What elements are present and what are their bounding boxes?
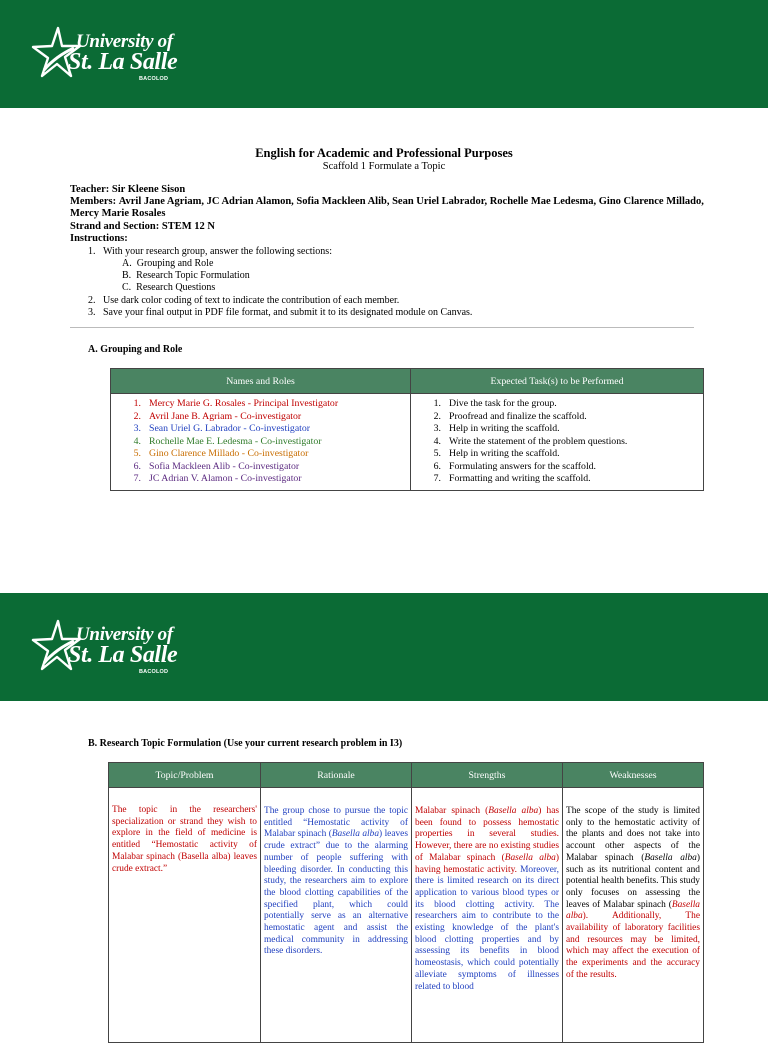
university-logo xyxy=(30,24,190,86)
teacher-name: Sir Kleene Sison xyxy=(111,184,186,195)
teacher-label: Teacher: xyxy=(70,184,110,195)
logo-line-3: BACOLOD xyxy=(139,76,169,82)
instruction-item: 2. Use dark color coding of text to indicate the contribution of each member. xyxy=(88,295,400,306)
strengths-header: Strengths xyxy=(412,763,563,788)
weaknesses-cell xyxy=(563,788,704,1043)
rationale-header: Rationale xyxy=(261,763,412,788)
members-label: Members: xyxy=(70,196,117,207)
member-item: 7. JC Adrian V. Alamon - Co-investigator xyxy=(133,473,302,484)
header-banner xyxy=(0,593,768,701)
topic-text: The topic in the researchers' specialization or strand they wish to explore in the field of medicine is entitled “Hemostatic activity of Malabar spinach (Basella alba) leaves crude extract.” xyxy=(112,805,257,874)
section-b-heading: B. Research Topic Formulation (Use your current research problem in I3) xyxy=(88,738,403,749)
topic-cell xyxy=(109,788,261,1043)
member-item: 5. Gino Clarence Millado - Co-investigator xyxy=(133,448,309,459)
weaknesses-text: The scope of the study is limited only to the hemostatic activity of the plants and does not take into account other aspects of the Malabar spinach (Basella alba) such as its nutritional content and potential health benefits. This study only focuses on assessing the leaves of Malabar spinach (Basella alba). Additionally, The availability of laboratory facilities and resources may be limited, which may affect the execution of the experiments and the accuracy of the results. xyxy=(566,806,700,980)
instructions-label: Instructions: xyxy=(70,233,128,244)
task-item: 6. Formulating answers for the scaffold. xyxy=(433,460,597,472)
task-item: 1. Dive the task for the group. xyxy=(433,398,557,409)
grouping-role-table xyxy=(110,368,704,491)
university-logo xyxy=(30,617,190,679)
weaknesses-header: Weaknesses xyxy=(563,763,704,788)
section-a-heading: A. Grouping and Role xyxy=(88,344,183,355)
names-roles-cell xyxy=(111,394,411,491)
task-item: 3. Help in writing the scaffold. xyxy=(433,423,560,434)
strand-line xyxy=(70,221,710,233)
task-item: 4. Write the statement of the problem questions. xyxy=(433,435,628,447)
subsection-item: A. Grouping and Role xyxy=(122,258,214,269)
document-title: English for Academic and Professional Purposes xyxy=(255,146,513,160)
member-item: 1. Mercy Marie G. Rosales - Principal Investigator xyxy=(133,398,339,409)
task-item: 2. Proofread and finalize the scaffold. xyxy=(433,410,587,422)
subsection-item: C. Research Questions xyxy=(122,282,216,293)
topic-header: Topic/Problem xyxy=(109,763,261,788)
subsection-item: B. Research Topic Formulation xyxy=(122,270,250,281)
members-line xyxy=(70,196,710,221)
member-item: 4. Rochelle Mae E. Ledesma - Co-investigator xyxy=(133,435,322,447)
expected-tasks-cell xyxy=(411,394,704,491)
strand-value: STEM 12 N xyxy=(161,221,215,232)
rationale-text: The group chose to pursue the topic entitled “Hemostatic activity of Malabar spinach (Basella alba) leaves crude extract” due to the alarming number of people suffering with bleeding disorder. In conducting this study, the researchers aim to explore the blood clotting capabilities of the specified plant, which could potentially serve as an alternative hemostatic agent and assist the medical community in addressing these disorders. xyxy=(264,806,408,957)
logo-line-1: University of xyxy=(76,624,173,645)
strand-label: Strand and Section: xyxy=(70,221,160,232)
member-item: 2. Avril Jane B. Agriam - Co-investigator xyxy=(133,410,302,422)
teacher-line xyxy=(70,184,710,196)
logo-line-2: St. La Salle xyxy=(68,49,178,75)
member-item: 6. Sofia Mackleen Alib - Co-investigator xyxy=(133,460,300,472)
member-item: 3. Sean Uriel G. Labrador - Co-investigator xyxy=(133,423,311,434)
header-banner xyxy=(0,0,768,108)
logo-line-3: BACOLOD xyxy=(139,669,169,675)
members-list: Avril Jane Agriam, JC Adrian Alamon, Sofia Mackleen Alib, Sean Uriel Labrador, Rochelle Mae Ledesma, Gino Clarence Millado, Mercy Marie Rosales xyxy=(70,196,704,220)
expected-tasks-header: Expected Task(s) to be Performed xyxy=(411,369,704,394)
names-roles-header: Names and Roles xyxy=(111,369,411,394)
document-subtitle: Scaffold 1 Formulate a Topic xyxy=(322,161,446,172)
instruction-item: 1. With your research group, answer the following sections: xyxy=(88,246,332,257)
task-item: 7. Formatting and writing the scaffold. xyxy=(433,473,591,484)
task-item: 5. Help in writing the scaffold. xyxy=(433,448,560,459)
rationale-cell xyxy=(261,788,412,1043)
strengths-cell xyxy=(412,788,563,1043)
logo-line-1: University of xyxy=(76,31,173,52)
logo-line-2: St. La Salle xyxy=(68,642,178,668)
strengths-text: Malabar spinach (Basella alba) has been found to possess hemostatic properties in several studies. However, there are no existing studies of Malabar spinach (Basella alba) having hemostatic activity. Moreover, there is limited research on its direct application to various blood types or its blood clotting activity. The researchers aim to contribute to the existing knowledge of the plant's blood clotting properties and by assessing its benefits in blood homeostasis, which could potentially alleviate symptoms of illnesses related to blood xyxy=(415,806,559,992)
research-topic-table xyxy=(108,762,704,1043)
divider xyxy=(70,327,694,328)
instruction-item: 3. Save your final output in PDF file format, and submit it to its designated module on Canvas. xyxy=(88,307,473,318)
